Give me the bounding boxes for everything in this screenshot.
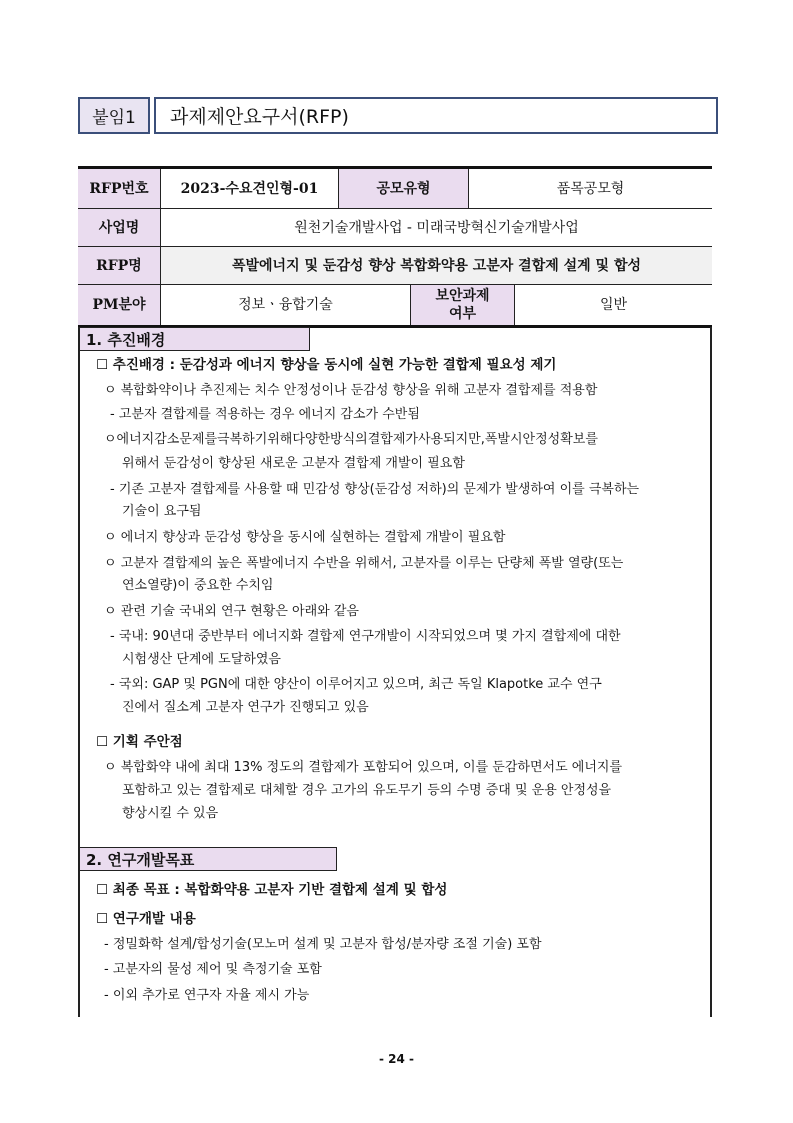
bullet-line: - 정밀화학 설계/합성기술(모노머 설계 및 고분자 합성/분자량 조절 기술) 포함 (104, 937, 542, 952)
table-row-pm (78, 285, 712, 328)
security-label (410, 285, 514, 325)
section-1-heading-focus: ☐ 기획 주안점 (96, 734, 183, 750)
bullet-line: 진에서 질소계 고분자 연구가 진행되고 있음 (122, 700, 369, 715)
table-row-rfp-no (78, 169, 712, 209)
bullet-line: - 국내: 90년대 중반부터 에너지화 결합제 연구개발이 시작되었으며 몇 가지 결합제에 대한 (110, 629, 621, 644)
bullet-line: ㅇ 관련 기술 국내외 연구 현황은 아래와 같음 (104, 604, 359, 619)
bullet-line: 연소열량)이 중요한 수치임 (122, 578, 274, 593)
bullet-line: - 이외 추가로 연구자 자율 제시 가능 (104, 988, 310, 1003)
section-1-title: 1. 추진배경 (80, 327, 310, 351)
section-2-heading-content: ☐ 연구개발 내용 (96, 911, 196, 927)
rfp-name-label: RFP명 (78, 247, 160, 284)
rfp-no-label: RFP번호 (78, 169, 160, 208)
bullet-line: - 기존 고분자 결합제를 사용할 때 민감성 향상(둔감성 저하)의 문제가 발생하여 이를 극복하는 (110, 482, 640, 497)
project-label: 사업명 (78, 209, 160, 246)
bullet-line: 포함하고 있는 결합제로 대체할 경우 고가의 유도무기 등의 수명 증대 및 운용 안정성을 (122, 783, 612, 798)
bullet-line: 기술이 요구됨 (122, 504, 202, 519)
security-value: 일반 (514, 285, 712, 325)
page-number: - 24 - (378, 1052, 414, 1066)
rfp-info-table (78, 166, 712, 328)
bullet-line: 향상시킬 수 있음 (122, 806, 219, 821)
bullet-line: 위해서 둔감성이 향상된 새로운 고분자 결합제 개발이 필요함 (122, 456, 465, 471)
document-title (154, 97, 718, 134)
rfp-name-value: 폭발에너지 및 둔감성 향상 복합화약용 고분자 결합제 설계 및 합성 (160, 247, 712, 284)
rfp-no-value: 2023-수요견인형-01 (160, 169, 338, 208)
bullet-line: ㅇ 복합화약이나 추진제는 치수 안정성이나 둔감성 향상을 위해 고분자 결합제를 적용함 (104, 383, 598, 398)
type-value: 품목공모형 (468, 169, 712, 208)
section-2-title: 2. 연구개발목표 (80, 847, 337, 871)
project-value: 원천기술개발사업 - 미래국방혁신기술개발사업 (160, 209, 712, 246)
security-label-line2: 여부 (448, 306, 477, 322)
bullet-line: - 국외: GAP 및 PGN에 대한 양산이 이루어지고 있으며, 최근 독일 Klapotke 교수 연구 (110, 677, 602, 692)
security-label-line1: 보안과제 (435, 288, 490, 304)
type-label: 공모유형 (338, 169, 468, 208)
attachment-tag-text: 붙임1 (92, 108, 136, 128)
bullet-line: ㅇ 고분자 결합제의 높은 폭발에너지 수반을 위해서, 고분자를 이루는 단량체 폭발 열량(또는 (104, 556, 624, 571)
pm-value: 정보ㆍ융합기술 (160, 285, 410, 325)
bullet-line: ㅇ에너지감소문제를극복하기위해다양한방식의결합제가사용되지만,폭발시안정성확보를 (104, 432, 598, 447)
table-row-rfp-name (78, 247, 712, 285)
section-1-heading-background: ☐ 추진배경 : 둔감성과 에너지 향상을 동시에 실현 가능한 결합제 필요성 제기 (96, 357, 557, 373)
bullet-line: - 고분자 결합제를 적용하는 경우 에너지 감소가 수반됨 (110, 407, 420, 422)
bullet-line: ㅇ 복합화약 내에 최대 13% 정도의 결합제가 포함되어 있으며, 이를 둔감하면서도 에너지를 (104, 760, 623, 775)
bullet-line: ㅇ 에너지 향상과 둔감성 향상을 동시에 실현하는 결합제 개발이 필요함 (104, 530, 506, 545)
section-2-heading-goal: ☐ 최종 목표 : 복합화약용 고분자 기반 결합제 설계 및 합성 (96, 882, 448, 898)
attachment-tag (78, 97, 150, 134)
document-title-text: 과제제안요구서(RFP) (170, 106, 349, 128)
bullet-line: - 고분자의 물성 제어 및 측정기술 포함 (104, 962, 322, 977)
pm-label: PM분야 (78, 285, 160, 325)
table-row-project (78, 209, 712, 247)
bullet-line: 시험생산 단계에 도달하였음 (122, 652, 281, 667)
